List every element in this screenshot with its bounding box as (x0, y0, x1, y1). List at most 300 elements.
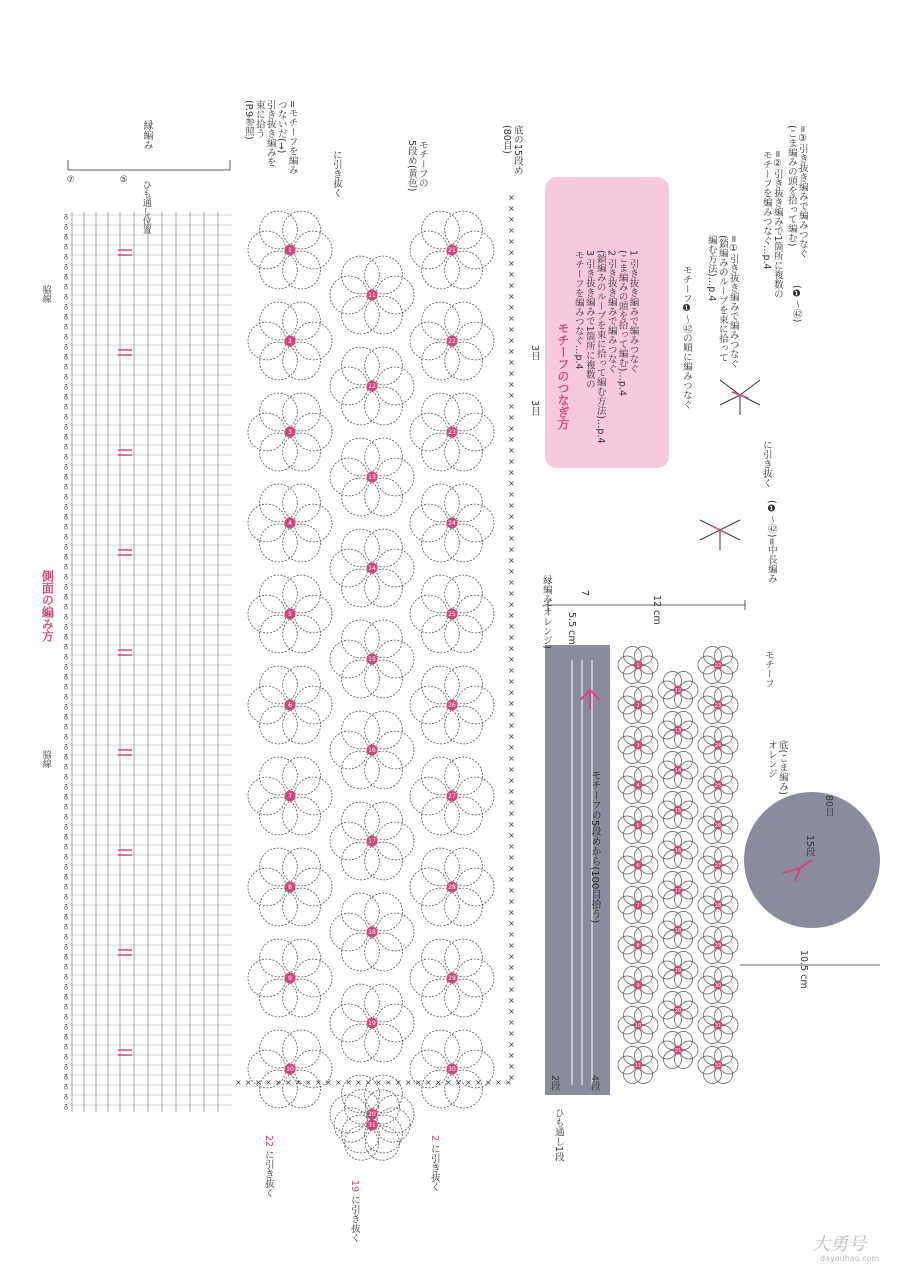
svg-text:×: × (365, 1078, 372, 1087)
motif (698, 846, 738, 883)
motif-number: 27 (448, 793, 456, 801)
svg-text:ᵹ: ᵹ (64, 302, 68, 310)
svg-text:ᵹ: ᵹ (64, 752, 68, 760)
motif (334, 1090, 410, 1160)
motif-label: モチーフ (762, 650, 774, 688)
motif (330, 347, 414, 425)
svg-text:×: × (508, 193, 515, 202)
svg-text:×: × (435, 1078, 442, 1087)
svg-text:×: × (508, 281, 515, 290)
svg-text:ᵹ: ᵹ (64, 1092, 68, 1100)
svg-text:×: × (508, 710, 515, 719)
svg-text:ᵹ: ᵹ (64, 622, 68, 630)
svg-text:ᵹ: ᵹ (64, 372, 68, 380)
pull-through-label: に引き抜く (330, 150, 342, 198)
diagram-title: 側面の編み方 (40, 570, 55, 642)
svg-text:×: × (508, 369, 515, 378)
svg-text:ᵹ: ᵹ (64, 862, 68, 870)
svg-text:×: × (508, 1051, 515, 1060)
row-marker-7: ⑦ (65, 175, 76, 185)
motif (410, 757, 494, 835)
svg-text:ᵹ: ᵹ (64, 1042, 68, 1050)
motif (410, 1030, 494, 1108)
row-marker-5: ⑤ (118, 175, 129, 185)
motif (698, 806, 738, 843)
motif (410, 302, 494, 380)
svg-text:×: × (508, 820, 515, 829)
motif (330, 256, 414, 334)
motif-number: 20 (368, 1111, 376, 1119)
row-4-label: 4段 (588, 1075, 600, 1091)
svg-text:ᵹ: ᵹ (64, 822, 68, 830)
svg-text:×: × (508, 952, 515, 961)
motif (658, 711, 698, 748)
row-2-label: 2段 (548, 1075, 560, 1091)
svg-text:×: × (508, 589, 515, 598)
motif-number: 6 (288, 702, 292, 710)
svg-text:ᵹ: ᵹ (64, 692, 68, 700)
svg-text:ᵹ: ᵹ (64, 452, 68, 460)
svg-text:ᵹ: ᵹ (64, 1002, 68, 1010)
svg-text:×: × (345, 1078, 352, 1087)
svg-text:ᵹ: ᵹ (64, 912, 68, 920)
single-crochet-row (235, 193, 515, 1087)
motif (658, 831, 698, 868)
join-symbol-1 (700, 380, 760, 550)
svg-text:ᵹ: ᵹ (64, 342, 68, 350)
motif-number: 18 (674, 928, 682, 935)
motif (698, 926, 738, 963)
motif (618, 806, 658, 843)
third-stitch-2: 3目 (528, 400, 540, 416)
svg-text:ᵹ: ᵹ (64, 942, 68, 950)
svg-text:ᵹ: ᵹ (64, 922, 68, 930)
svg-text:×: × (495, 1078, 502, 1087)
motif (658, 791, 698, 828)
motif-number: 29 (448, 975, 456, 983)
svg-text:×: × (508, 985, 515, 994)
svg-text:×: × (508, 655, 515, 664)
svg-text:ᵹ: ᵹ (64, 872, 68, 880)
svg-text:ᵹ: ᵹ (64, 842, 68, 850)
motif-number: 31 (714, 1023, 722, 1030)
motif-number: 23 (714, 703, 722, 710)
motif (330, 802, 414, 880)
motif-number: 32 (714, 1063, 722, 1070)
motif-number: 13 (368, 474, 376, 482)
motif (330, 893, 414, 971)
svg-text:×: × (508, 512, 515, 521)
motif-number: 21 (674, 1048, 682, 1055)
svg-text:×: × (355, 1078, 362, 1087)
motif-number: 28 (714, 903, 722, 910)
svg-text:×: × (415, 1078, 422, 1087)
svg-text:×: × (508, 842, 515, 851)
motif-round-label: モチーフの 5段め(黄色) (405, 140, 428, 192)
svg-text:ᵹ: ᵹ (64, 662, 68, 670)
cord-row-label: ひも通し1段 (552, 1108, 564, 1162)
motif (330, 620, 414, 698)
motif (248, 484, 332, 562)
motif (618, 1006, 658, 1043)
motif-number: 28 (448, 884, 456, 892)
motif (248, 848, 332, 926)
svg-text:×: × (508, 567, 515, 576)
svg-text:×: × (325, 1078, 332, 1087)
svg-text:×: × (385, 1078, 392, 1087)
motif (618, 846, 658, 883)
strip-text: モチーフの5段めから(100目拾う) (589, 770, 600, 924)
svg-text:ᵹ: ᵹ (64, 392, 68, 400)
motif-number: 8 (636, 943, 640, 950)
svg-text:×: × (508, 347, 515, 356)
motif (698, 726, 738, 763)
motif (618, 966, 658, 1003)
motif-number: 11 (368, 292, 376, 300)
motif (248, 1030, 332, 1108)
svg-text:×: × (508, 732, 515, 741)
motif-number: 19 (368, 1020, 376, 1028)
svg-text:ᵹ: ᵹ (64, 1102, 68, 1110)
svg-text:ᵹ: ᵹ (64, 512, 68, 520)
svg-text:ᵹ: ᵹ (64, 402, 68, 410)
svg-text:ᵹ: ᵹ (64, 332, 68, 340)
svg-text:ᵹ: ᵹ (64, 1072, 68, 1080)
motif (330, 529, 414, 607)
svg-text:×: × (508, 886, 515, 895)
svg-text:×: × (245, 1078, 252, 1087)
motif-number: 30 (448, 1066, 456, 1074)
svg-text:×: × (508, 226, 515, 235)
motif (618, 1046, 658, 1083)
motif-number: 14 (674, 768, 682, 775)
svg-text:ᵹ: ᵹ (64, 712, 68, 720)
svg-text:×: × (508, 1007, 515, 1016)
svg-text:×: × (508, 259, 515, 268)
svg-text:ᵹ: ᵹ (64, 492, 68, 500)
motif-number: 15 (368, 656, 376, 664)
svg-text:×: × (508, 435, 515, 444)
motif (698, 886, 738, 923)
svg-text:ᵹ: ᵹ (64, 572, 68, 580)
svg-text:×: × (508, 1062, 515, 1071)
motif (410, 575, 494, 653)
motif-number: 1 (636, 663, 640, 670)
note-3-prefix: (❶〜㊷) (790, 285, 802, 323)
motif-number: 30 (714, 983, 722, 990)
svg-text:×: × (395, 1078, 402, 1087)
svg-text:×: × (508, 1040, 515, 1049)
motif (618, 726, 658, 763)
svg-text:×: × (508, 864, 515, 873)
svg-text:×: × (508, 776, 515, 785)
svg-text:ᵹ: ᵹ (64, 1062, 68, 1070)
motif (658, 911, 698, 948)
motif (658, 991, 698, 1028)
motif-number: 19 (674, 968, 682, 975)
svg-text:×: × (375, 1078, 382, 1087)
svg-text:ᵹ: ᵹ (64, 1082, 68, 1090)
base-count: 80目 (822, 795, 834, 817)
svg-text:ᵹ: ᵹ (64, 442, 68, 450)
svg-text:×: × (508, 380, 515, 389)
svg-text:×: × (508, 677, 515, 686)
motif (658, 951, 698, 988)
svg-text:×: × (508, 1018, 515, 1027)
svg-text:ᵹ: ᵹ (64, 412, 68, 420)
svg-text:ᵹ: ᵹ (64, 282, 68, 290)
svg-text:×: × (465, 1078, 472, 1087)
svg-text:×: × (508, 402, 515, 411)
svg-text:ᵹ: ᵹ (64, 952, 68, 960)
svg-text:ᵹ: ᵹ (64, 472, 68, 480)
svg-text:×: × (508, 754, 515, 763)
motif-number: 17 (368, 838, 376, 846)
motif (618, 686, 658, 723)
svg-text:×: × (508, 974, 515, 983)
svg-text:ᵹ: ᵹ (64, 532, 68, 540)
svg-text:×: × (508, 600, 515, 609)
svg-text:×: × (475, 1078, 482, 1087)
motif-number: 14 (368, 565, 376, 573)
svg-text:×: × (508, 1073, 515, 1082)
pink-join-marks (712, 392, 748, 534)
svg-text:×: × (508, 424, 515, 433)
motif (698, 1006, 738, 1043)
svg-text:ᵹ: ᵹ (64, 1012, 68, 1020)
svg-text:ᵹ: ᵹ (64, 522, 68, 530)
order-note: モチーフ❶〜㊷の順に編みつなぐ (680, 265, 692, 409)
svg-text:ᵹ: ᵹ (64, 1032, 68, 1040)
svg-text:×: × (508, 611, 515, 620)
svg-text:×: × (508, 787, 515, 796)
svg-text:ᵹ: ᵹ (64, 592, 68, 600)
base-round-label: 底の15段め (80目) (500, 125, 523, 176)
schematic-edge: 縁編み(オレンジ) (540, 575, 552, 649)
motif-number: 23 (448, 429, 456, 437)
svg-text:ᵹ: ᵹ (64, 1022, 68, 1030)
motif-number: 3 (636, 743, 640, 750)
svg-text:×: × (508, 644, 515, 653)
motif (658, 751, 698, 788)
svg-text:×: × (508, 413, 515, 422)
svg-text:ᵹ: ᵹ (64, 642, 68, 650)
svg-text:×: × (295, 1078, 302, 1087)
svg-text:ᵹ: ᵹ (64, 582, 68, 590)
svg-text:×: × (508, 721, 515, 730)
motif (330, 711, 414, 789)
side-line-top: 脇線 (40, 285, 51, 303)
svg-text:×: × (508, 545, 515, 554)
svg-text:ᵹ: ᵹ (64, 252, 68, 260)
svg-text:ᵹ: ᵹ (64, 422, 68, 430)
svg-text:×: × (508, 765, 515, 774)
motif-number: 4 (636, 783, 640, 790)
motif-number: 15 (674, 808, 682, 815)
svg-text:×: × (335, 1078, 342, 1087)
motif-number: 22 (714, 663, 722, 670)
motif (410, 211, 494, 289)
motif (698, 686, 738, 723)
svg-text:×: × (508, 237, 515, 246)
note-1: =①引き抜き編みで編みつなぐ (鎖編みのループを束に拾って 編む方法)…p.4 (705, 235, 739, 368)
svg-text:ᵹ: ᵹ (64, 272, 68, 280)
svg-text:×: × (508, 809, 515, 818)
svg-text:ᵹ: ᵹ (64, 232, 68, 240)
svg-text:×: × (508, 534, 515, 543)
svg-text:×: × (508, 248, 515, 257)
watermark: 大勇号 (812, 1234, 866, 1255)
svg-text:×: × (508, 919, 515, 928)
motif (330, 984, 414, 1062)
svg-text:×: × (508, 908, 515, 917)
schematic-motifs (618, 646, 738, 1083)
third-stitch-1: 3目 (528, 345, 540, 361)
motif-number: 1 (288, 247, 292, 255)
svg-text:×: × (508, 941, 515, 950)
svg-text:ᵹ: ᵹ (64, 322, 68, 330)
svg-text:×: × (255, 1078, 262, 1087)
bottom-marker-19: 19 に引き抜く (348, 1180, 360, 1243)
motif (410, 848, 494, 926)
svg-text:ᵹ: ᵹ (64, 222, 68, 230)
base-label: 底(こま編み) オレンジ (765, 740, 788, 795)
motif-number: 25 (714, 783, 722, 790)
svg-text:ᵹ: ᵹ (64, 672, 68, 680)
svg-text:ᵹ: ᵹ (64, 682, 68, 690)
svg-text:×: × (508, 358, 515, 367)
svg-text:ᵹ: ᵹ (64, 762, 68, 770)
motif (248, 575, 332, 653)
motif-number: 6 (636, 863, 640, 870)
svg-text:ᵹ: ᵹ (64, 502, 68, 510)
svg-text:ᵹ: ᵹ (64, 262, 68, 270)
motif (248, 757, 332, 835)
svg-text:×: × (508, 622, 515, 631)
motif-number: 11 (634, 1063, 642, 1070)
svg-text:×: × (508, 666, 515, 675)
svg-text:ᵹ: ᵹ (64, 792, 68, 800)
svg-text:ᵹ: ᵹ (64, 772, 68, 780)
motif-number: 7 (288, 793, 292, 801)
svg-text:×: × (508, 457, 515, 466)
svg-text:×: × (508, 930, 515, 939)
motif (248, 211, 332, 289)
motif (618, 646, 658, 683)
svg-text:ᵹ: ᵹ (64, 742, 68, 750)
svg-text:ᵹ: ᵹ (64, 992, 68, 1000)
svg-text:ᵹ: ᵹ (64, 722, 68, 730)
svg-text:ᵹ: ᵹ (64, 812, 68, 820)
motif-number: 16 (674, 848, 682, 855)
svg-text:×: × (508, 446, 515, 455)
motif (658, 871, 698, 908)
legend-title: モチーフのつなぎ方 (556, 322, 570, 430)
edge-bracket (68, 160, 230, 170)
svg-text:×: × (508, 501, 515, 510)
svg-text:ᵹ: ᵹ (64, 312, 68, 320)
svg-text:ᵹ: ᵹ (64, 542, 68, 550)
middle-note: (❶〜㊷)=中長編み (765, 500, 777, 584)
svg-text:×: × (265, 1078, 272, 1087)
svg-text:ᵹ: ᵹ (64, 1052, 68, 1060)
svg-text:×: × (508, 688, 515, 697)
svg-text:×: × (425, 1078, 432, 1087)
motif (698, 766, 738, 803)
motif (658, 671, 698, 708)
motif (618, 886, 658, 923)
svg-text:ᵹ: ᵹ (64, 652, 68, 660)
edge-stitch-columns (64, 212, 232, 1112)
svg-text:ᵹ: ᵹ (64, 972, 68, 980)
svg-text:ᵹ: ᵹ (64, 352, 68, 360)
motif (248, 939, 332, 1017)
svg-text:×: × (508, 479, 515, 488)
motif-number: 5 (636, 823, 640, 830)
svg-text:ᵹ: ᵹ (64, 852, 68, 860)
svg-text:×: × (508, 270, 515, 279)
motif-number: 17 (674, 888, 682, 895)
svg-text:ᵹ: ᵹ (64, 982, 68, 990)
svg-text:ᵹ: ᵹ (64, 962, 68, 970)
diameter-label: 10.5 cm (797, 950, 809, 989)
svg-text:×: × (275, 1078, 282, 1087)
watermark-sub: dayouhao.com (820, 1254, 880, 1263)
svg-text:ᵹ: ᵹ (64, 602, 68, 610)
motif (248, 393, 332, 471)
motif-grid (248, 211, 494, 1160)
svg-text:×: × (508, 798, 515, 807)
base-rounds: 15段 (803, 835, 815, 857)
svg-text:ᵹ: ᵹ (64, 432, 68, 440)
motif (658, 1031, 698, 1068)
join-note: =モチーフを編み つないだ(→) 引き抜き編みを 束に拾う (P.9参照) (242, 100, 298, 175)
svg-text:ᵹ: ᵹ (64, 702, 68, 710)
bottom-marker-2: 2 に引き抜く (428, 1135, 440, 1192)
svg-text:×: × (235, 1078, 242, 1087)
svg-text:ᵹ: ᵹ (64, 802, 68, 810)
motif-number: 31 (368, 1122, 376, 1130)
svg-text:×: × (508, 325, 515, 334)
svg-text:×: × (508, 578, 515, 587)
svg-text:×: × (508, 556, 515, 565)
middle-pull: に引き抜く (760, 440, 772, 488)
motif-number: 3 (288, 429, 292, 437)
motif (698, 1046, 738, 1083)
svg-text:ᵹ: ᵹ (64, 242, 68, 250)
svg-text:ᵹ: ᵹ (64, 632, 68, 640)
svg-text:×: × (405, 1078, 412, 1087)
motif-number: 24 (714, 743, 722, 750)
motif-number: 4 (288, 520, 292, 528)
motif (618, 766, 658, 803)
svg-text:×: × (508, 853, 515, 862)
edge-label: 縁編み (141, 120, 152, 150)
svg-text:×: × (508, 633, 515, 642)
svg-text:×: × (455, 1078, 462, 1087)
svg-text:×: × (508, 743, 515, 752)
motif-number: 25 (448, 611, 456, 619)
motif-number: 29 (714, 943, 722, 950)
svg-text:ᵹ: ᵹ (64, 612, 68, 620)
svg-text:×: × (508, 391, 515, 400)
svg-text:×: × (508, 523, 515, 532)
svg-text:×: × (508, 468, 515, 477)
svg-text:ᵹ: ᵹ (64, 362, 68, 370)
motif-number: 20 (674, 1008, 682, 1015)
svg-text:ᵹ: ᵹ (64, 902, 68, 910)
motif-number: 12 (674, 688, 682, 695)
